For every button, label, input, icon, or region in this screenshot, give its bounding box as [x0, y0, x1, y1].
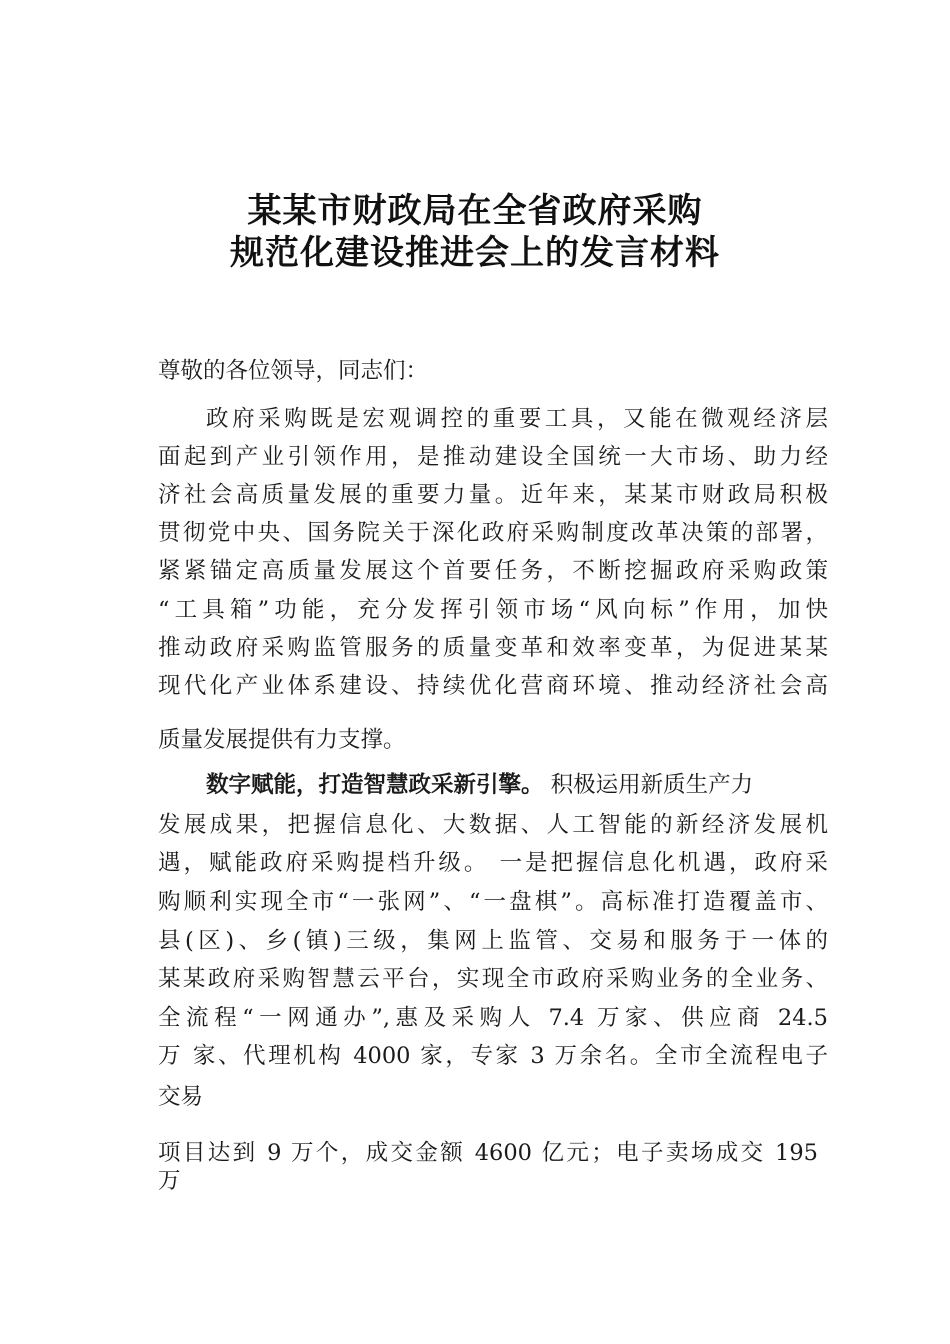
paragraph-2-line-9: 交易 [158, 1084, 204, 1110]
paragraph-2-line-4: 购顺利实现全市“一张网”、“一盘棋”。高标准打造覆盖市、 [158, 889, 828, 915]
paragraph-1-line-7: 推动政府采购监管服务的质量变革和效率变革，为促进某某 [158, 635, 828, 661]
paragraph-2-line-5: 县(区)、乡(镇)三级，集网上监管、交易和服务于一体的 [158, 928, 828, 954]
paragraph-2-line-6: 某某政府采购智慧云平台，实现全市政府采购业务的全业务、 [158, 966, 828, 992]
salutation: 尊敬的各位领导，同志们： [158, 358, 429, 384]
paragraph-2-line-1-rest: 积极运用新质生产力 [543, 772, 754, 798]
paragraph-1-line-4: 贯彻党中央、国务院关于深化政府采购制度改革决策的部署， [158, 520, 828, 546]
paragraph-1-line-8: 现代化产业体系建设、持续优化营商环境、推动经济社会高 [158, 673, 828, 699]
paragraph-1-line-2: 面起到产业引领作用，是推动建设全国统一大市场、助力经 [158, 444, 828, 470]
paragraph-2-line-3: 遇，赋能政府采购提档升级。 一是把握信息化机遇，政府采 [158, 850, 828, 876]
paragraph-2-line-8: 万 家、代理机构 4000 家，专家 3 万余名。全市全流程电子 [158, 1043, 828, 1069]
paragraph-3-line-1: 项目达到 9 万个，成交金额 4600 亿元；电子卖场成交 195 [158, 1140, 818, 1166]
paragraph-1-line-5: 紧紧锚定高质量发展这个首要任务，不断挖掘政府采购政策 [158, 558, 828, 584]
document-title-line-2: 规范化建设推进会上的发言材料 [230, 233, 720, 273]
paragraph-2-heading: 数字赋能，打造智慧政采新引擎。 [206, 772, 544, 798]
paragraph-1-line-3: 济社会高质量发展的重要力量。近年来，某某市财政局积极 [158, 482, 828, 508]
paragraph-1-line-1: 政府采购既是宏观调控的重要工具，又能在微观经济层 [206, 406, 828, 432]
paragraph-2-line-2: 发展成果，把握信息化、大数据、人工智能的新经济发展机 [158, 812, 828, 838]
paragraph-1-line-6: “工具箱”功能，充分发挥引领市场“风向标”作用，加快 [158, 597, 828, 623]
paragraph-2-line-7: 全流程“一网通办”,惠及采购人 7.4 万家、供应商 24.5 [158, 1005, 828, 1031]
paragraph-3-line-2: 万 [158, 1168, 181, 1194]
paragraph-2-line-1 [206, 770, 753, 800]
document-title-line-1: 某某市财政局在全省政府采购 [247, 191, 703, 231]
paragraph-1-line-9: 质量发展提供有力支撑。 [158, 727, 406, 753]
